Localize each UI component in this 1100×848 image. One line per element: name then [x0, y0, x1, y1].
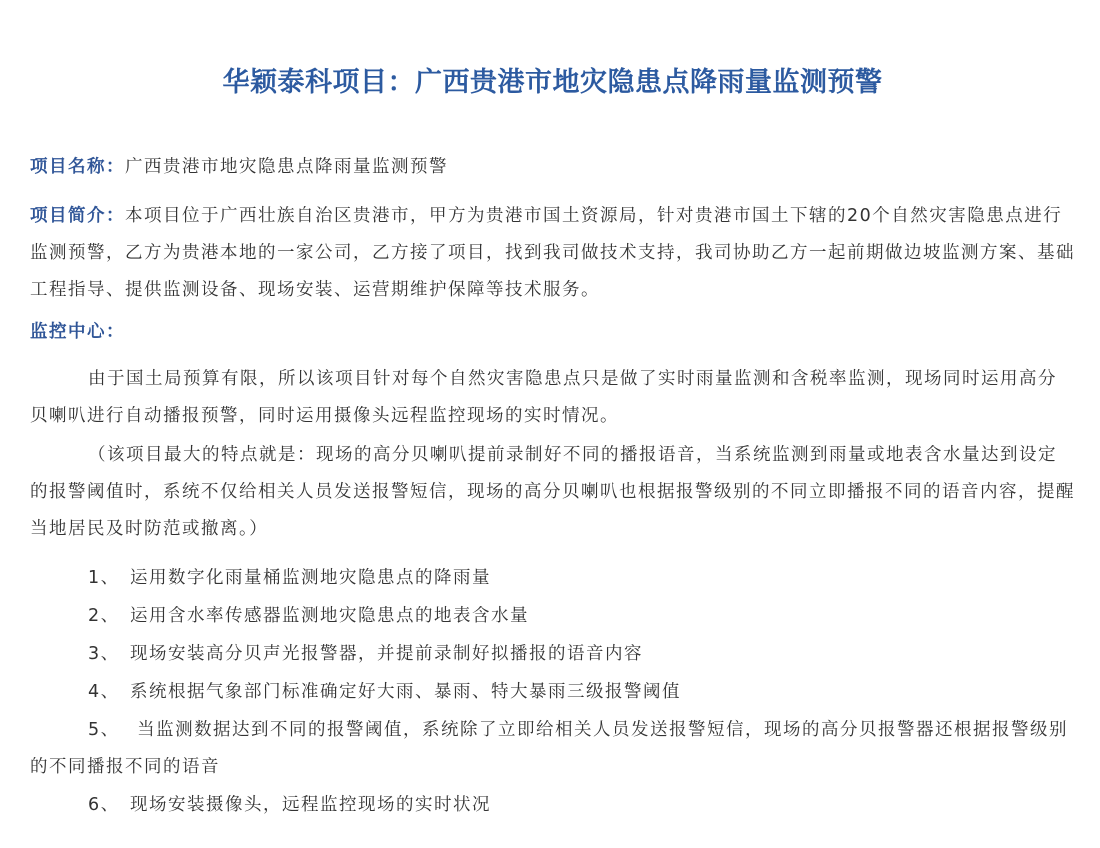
project-name-value: 广西贵港市地灾隐患点降雨量监测预警: [125, 157, 448, 177]
list-text: 运用数字化雨量桶监测地灾隐患点的降雨量: [130, 568, 491, 588]
list-item: [30, 598, 1075, 635]
list-number: 2、: [88, 606, 120, 626]
list-item: [30, 560, 1075, 597]
project-name: [30, 149, 1075, 186]
list-item: [30, 712, 1075, 786]
list-item: [30, 636, 1075, 673]
list-text: 运用含水率传感器监测地灾隐患点的地表含水量: [130, 606, 529, 626]
list-text: 当监测数据达到不同的报警阈值，系统除了立即给相关人员发送报警短信，现场的高分贝报警器还根据报警级别的不同播报不同的语音: [30, 720, 1069, 777]
project-intro-value: 本项目位于广西壮族自治区贵港市，甲方为贵港市国土资源局，针对贵港市国土下辖的20个自然灾害隐患点进行监测预警，乙方为贵港本地的一家公司，乙方接了项目，找到我司做技术支持，我司协助乙方一起前期做边坡监测方案、基础工程指导、提供监测设备、现场安装、运营期维护保障等技术服务。: [30, 206, 1075, 300]
list-number: 4、: [88, 682, 120, 702]
list-number: 1、: [88, 568, 120, 588]
monitor-center-heading: 监控中心：: [30, 322, 125, 342]
list-text: 现场安装摄像头，远程监控现场的实时状况: [130, 795, 491, 815]
list-number: 3、: [88, 644, 120, 664]
project-intro-label: 项目简介：: [30, 206, 125, 226]
list-number: 6、: [88, 795, 120, 815]
list-text: 系统根据气象部门标准确定好大雨、暴雨、特大暴雨三级报警阈值: [130, 682, 681, 702]
monitor-paragraph-2: （该项目最大的特点就是：现场的高分贝喇叭提前录制好不同的播报语音，当系统监测到雨量或地表含水量达到设定的报警阈值时，系统不仅给相关人员发送报警短信，现场的高分贝喇叭也根据报警级别的不同立即播报不同的语音内容，提醒当地居民及时防范或撤离。）: [30, 445, 1075, 539]
project-name-label: 项目名称：: [30, 157, 125, 177]
list-item: [30, 674, 1075, 711]
monitor-paragraph-1: 由于国土局预算有限，所以该项目针对每个自然灾害隐患点只是做了实时雨量监测和含税率监测，现场同时运用高分贝喇叭进行自动播报预警，同时运用摄像头远程监控现场的实时情况。: [30, 369, 1057, 426]
list-number: 5、: [88, 720, 120, 740]
page-title: 华颖泰科项目：广西贵港市地灾隐患点降雨量监测预警: [222, 67, 883, 98]
project-intro: [30, 198, 1075, 309]
feature-list: [30, 560, 1075, 824]
list-text: 现场安装高分贝声光报警器，并提前录制好拟播报的语音内容: [130, 644, 643, 664]
list-item: [30, 787, 1075, 824]
